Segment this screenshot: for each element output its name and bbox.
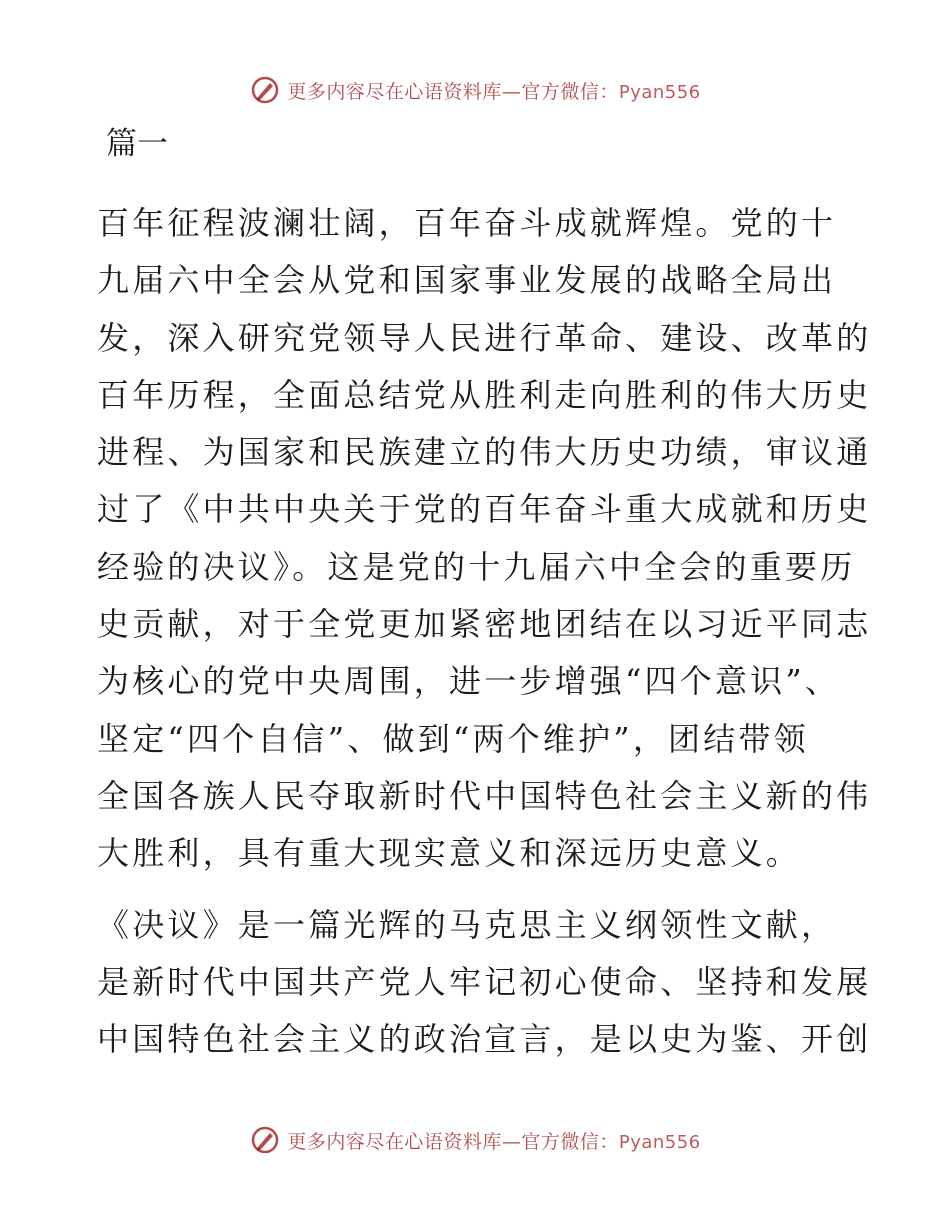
text-line: 发，深入研究党领导人民进行革命、建设、改革的: [97, 318, 872, 357]
watermark-wechat-label: 官方微信：: [521, 80, 619, 103]
text-line: 是新时代中国共产党人牢记初心使命、坚持和发展: [97, 962, 872, 1001]
paragraph-1: [97, 195, 872, 883]
watermark-text: [287, 77, 700, 104]
text-line: 过了《中共中央关于党的百年奋斗重大成就和历史: [97, 490, 872, 529]
text-line: 百年征程波澜壮阔，百年奋斗成就辉煌。党的十: [97, 204, 837, 242]
text-line: 为核心的党中央周围，进一步增强“四个意识”、: [97, 662, 841, 701]
text-line: 《决议》是一篇光辉的马克思主义纲领性文献，: [97, 905, 837, 944]
pen-logo-icon: [249, 1124, 281, 1156]
text-line: 九届六中全会从党和国家事业发展的战略全局出: [97, 261, 837, 300]
document-body: [97, 195, 872, 1082]
text-line: 大胜利，具有重大现实意义和深远历史意义。: [97, 834, 802, 873]
watermark-wechat-id: Pyan556: [618, 1131, 701, 1153]
watermark-main: 更多内容尽在心语资料库—: [287, 1130, 522, 1153]
paragraph-2: [97, 897, 872, 1069]
watermark-wechat-id: Pyan556: [618, 81, 701, 103]
watermark-main: 更多内容尽在心语资料库—: [287, 80, 522, 103]
pen-logo-icon: [249, 74, 281, 106]
text-line: 中国特色社会主义的政治宣言，是以史为鉴、开创: [97, 1020, 872, 1059]
text-line: 进程、为国家和民族建立的伟大历史功绩，审议通: [97, 433, 872, 472]
text-line: 坚定“四个自信”、做到“两个维护”，团结带领: [97, 719, 809, 758]
text-line: 全国各族人民夺取新时代中国特色社会主义新的伟: [97, 776, 872, 815]
section-heading: 篇一: [106, 126, 168, 162]
text-line: 史贡献，对于全党更加紧密地团结在以习近平同志: [97, 605, 872, 644]
text-line: 百年历程，全面总结党从胜利走向胜利的伟大历史: [97, 375, 872, 414]
watermark-wechat-label: 官方微信：: [521, 1130, 619, 1153]
header-watermark: [0, 70, 950, 110]
footer-watermark: [0, 1120, 950, 1160]
text-line: 经验的决议》。这是党的十九届六中全会的重要历: [97, 547, 856, 586]
watermark-text: [287, 1127, 700, 1154]
